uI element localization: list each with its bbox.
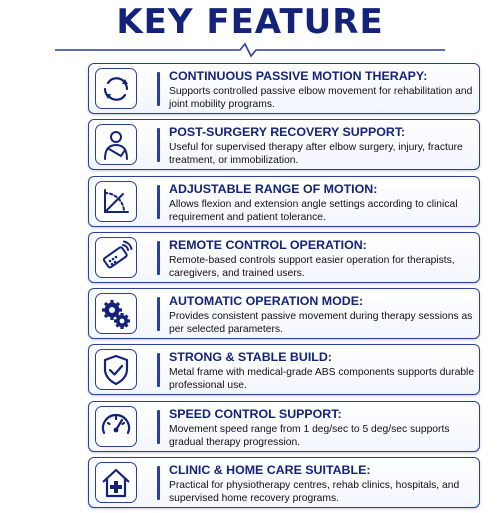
accent-bar [157,297,160,331]
feature-card [88,63,480,114]
heartbeat-divider [55,42,445,58]
feature-description: Provides consistent passive movement during therapy sessions as per selected parameters. [169,311,473,336]
accent-bar [157,466,160,500]
accent-bar [157,241,160,275]
gears-icon [95,293,137,334]
feature-title: ADJUSTABLE RANGE OF MOTION: [169,181,378,196]
feature-description: Supports controlled passive elbow movement for rehabilitation and joint mobility programs. [169,86,473,110]
feature-card [88,401,480,452]
feature-title: REMOTE CONTROL OPERATION: [169,237,367,252]
feature-card [88,176,480,227]
feature-description: Metal frame with medical-grade ABS components supports durable professional use. [169,367,475,392]
feature-title: AUTOMATIC OPERATION MODE: [169,294,364,309]
accent-bar [157,128,160,162]
patient-sling-icon [95,124,137,165]
feature-title: STRONG & STABLE BUILD: [169,350,332,365]
feature-card [88,344,480,395]
shield-check-icon [95,349,137,390]
clinic-house-icon [95,462,137,503]
remote-control-icon [95,237,137,278]
feature-list [88,63,480,513]
feature-title: SPEED CONTROL SUPPORT: [169,406,342,421]
feature-title: POST-SURGERY RECOVERY SUPPORT: [169,125,406,140]
feature-description: Allows flexion and extension angle settings according to clinical requirement and patient tolerance. [169,198,458,223]
range-angle-icon [95,181,137,222]
feature-description: Useful for supervised therapy after elbow surgery, injury, fracture treatment, or immobilization. [169,142,463,167]
circular-arrows-icon [95,68,137,109]
feature-title: CONTINUOUS PASSIVE MOTION THERAPY: [169,69,428,83]
accent-bar [157,410,160,444]
feature-card [88,457,480,508]
feature-card [88,288,480,339]
speedometer-icon [95,406,137,447]
feature-description: Practical for physiotherapy centres, rehab clinics, hospitals, and supervised home recovery programs. [169,480,460,505]
feature-card [88,232,480,283]
accent-bar [157,185,160,219]
page-title: KEY FEATURE [116,2,384,42]
feature-description: Movement speed range from 1 deg/sec to 5 deg/sec supports gradual therapy progression. [169,423,450,448]
feature-card [88,119,480,170]
accent-bar [157,353,160,387]
feature-description: Remote-based controls support easier operation for therapists, caregivers, and trained users. [169,254,455,279]
feature-title: CLINIC & HOME CARE SUITABLE: [169,463,371,478]
accent-bar [157,72,160,106]
